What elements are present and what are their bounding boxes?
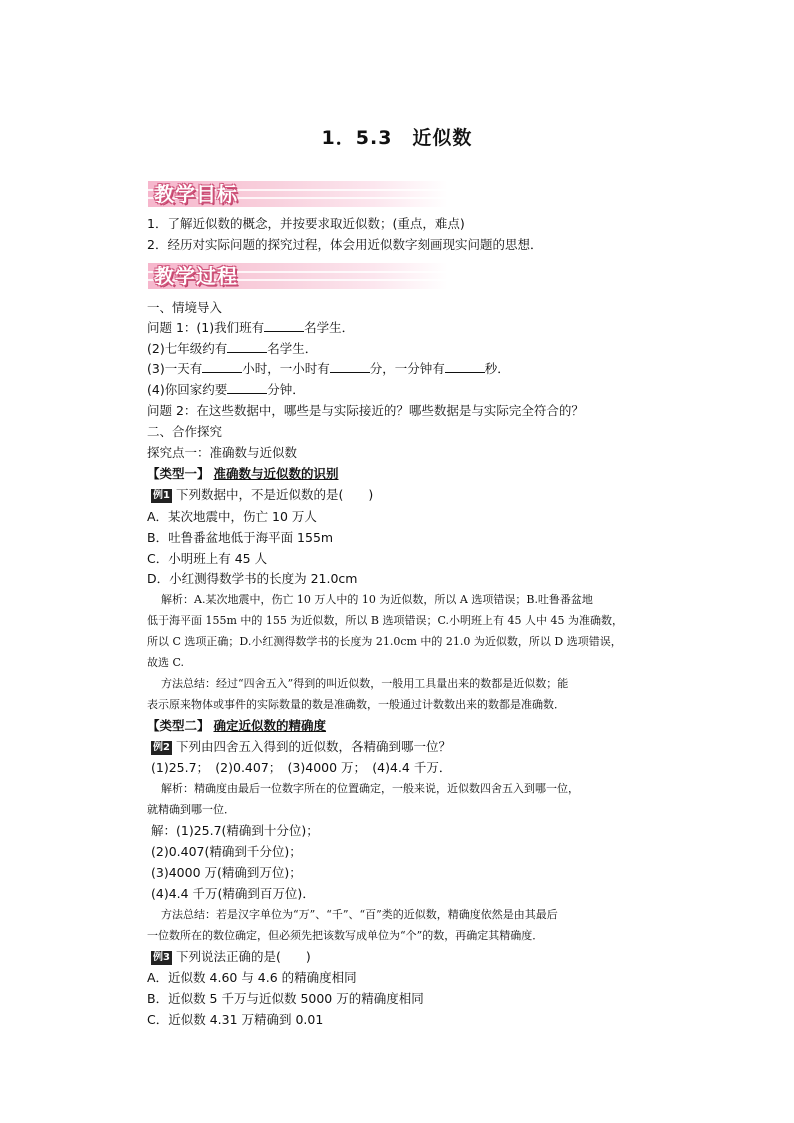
option: B．近似数 5 千万与近似数 5000 万的精确度相同 — [147, 991, 424, 1006]
option: C．小明班上有 45 人 — [147, 551, 268, 566]
question-3: (3)一天有 小时，一小时有 分，一分钟有 秒． — [147, 361, 510, 376]
intro-heading: 一、情境导入 — [147, 300, 223, 315]
method-summary: 一位数所在的数位确定，但必须先把该数写成单位为“个”的数，再确定其精确度． — [147, 929, 544, 942]
solution-text: 所以 C 选项正确；D.小红测得数学书的长度为 21.0cm 中的 21.0 为近似数，所以 D 选项错误， — [147, 635, 622, 648]
question-1: 问题 1：(1)我们班有 名学生． — [147, 320, 355, 335]
example-2-question: 例2 下列由四舍五入得到的近似数，各精确到哪一位？ — [153, 739, 451, 754]
answer-line: (3)4000 万(精确到万位)； — [151, 865, 302, 880]
example-badge: 例3 — [153, 952, 170, 963]
page-title: 1．5.3 近似数 — [321, 127, 473, 149]
answer-line: (4)4.4 千万(精确到百万位)． — [151, 886, 315, 901]
example-3-question: 例3 下列说法正确的是( ) — [153, 949, 311, 964]
option: A．近似数 4.60 与 4.6 的精确度相同 — [147, 970, 357, 985]
answer-blank — [445, 360, 485, 373]
example-badge: 例1 — [153, 490, 170, 501]
question-4: (4)你回家约要 分钟． — [147, 382, 305, 397]
type-2-title: 确定近似数的精确度 — [213, 718, 327, 733]
method-summary: 方法总结：若是汉字单位为“万”、“千”、“百”类的近似数，精确度依然是由其最后 — [161, 908, 558, 921]
solution-text: 就精确到哪一位． — [147, 803, 235, 816]
answer-line: (2)0.407(精确到千分位)； — [151, 844, 302, 859]
type-1-heading: 【类型一】 准确数与近似数的识别 — [147, 466, 339, 481]
method-summary: 表示原来物体或事件的实际数量的数是准确数，一般通过计数数出来的数都是准确数． — [147, 698, 565, 711]
explore-heading: 二、合作探究 — [147, 424, 223, 439]
answer-blank — [202, 360, 242, 373]
method-summary: 方法总结：经过“四舍五入”得到的叫近似数，一般用工具量出来的数都是近似数；能 — [161, 677, 569, 690]
solution-text: 故选 C. — [147, 656, 185, 669]
goal-item: 2．经历对实际问题的探究过程，体会用近似数字刻画现实问题的思想． — [147, 237, 543, 252]
answer-blank — [330, 360, 370, 373]
solution-text: 低于海平面 155m 中的 155 为近似数，所以 B 选项错误；C.小明班上有 45 人中 45 为准确数， — [147, 614, 623, 627]
type-2-heading: 【类型二】 确定近似数的精确度 — [147, 718, 327, 733]
example-badge: 例2 — [153, 742, 170, 753]
section-banner-label: 教学目标 — [154, 182, 238, 206]
answer-blank — [227, 340, 267, 353]
example-1-question: 例1 下列数据中，不是近似数的是( ) — [153, 487, 374, 502]
option: C．近似数 4.31 万精确到 0.01 — [147, 1012, 324, 1027]
section-banner-label: 教学过程 — [154, 264, 238, 288]
answer-blank — [264, 319, 304, 332]
solution-text: 解析：精确度由最后一位数字所在的位置确定，一般来说，近似数四舍五入到哪一位， — [161, 782, 579, 795]
section-banner-goals — [148, 181, 448, 207]
solution-text: 解析：A.某次地震中，伤亡 10 万人中的 10 为近似数，所以 A 选项错误；B.吐鲁番盆地 — [161, 593, 593, 606]
answer-blank — [227, 381, 267, 394]
explore-point-1: 探究点一：准确数与近似数 — [147, 445, 298, 460]
option: D．小红测得数学书的长度为 21.0cm — [147, 571, 358, 586]
option: A．某次地震中，伤亡 10 万人 — [147, 509, 317, 524]
example-2-items: (1)25.7； (2)0.407； (3)4000 万； (4)4.4 千万． — [151, 760, 452, 775]
goal-item: 1．了解近似数的概念，并按要求取近似数；(重点，难点) — [147, 216, 465, 231]
option: B．吐鲁番盆地低于海平面 155m — [147, 530, 334, 545]
type-1-title: 准确数与近似数的识别 — [213, 466, 339, 481]
question-2: (2)七年级约有 名学生． — [147, 341, 318, 356]
section-banner-process — [148, 263, 448, 289]
answer-line: 解：(1)25.7(精确到十分位)； — [151, 823, 319, 838]
problem-2: 问题 2：在这些数据中，哪些是与实际接近的？哪些数据是与实际完全符合的？ — [147, 403, 584, 418]
